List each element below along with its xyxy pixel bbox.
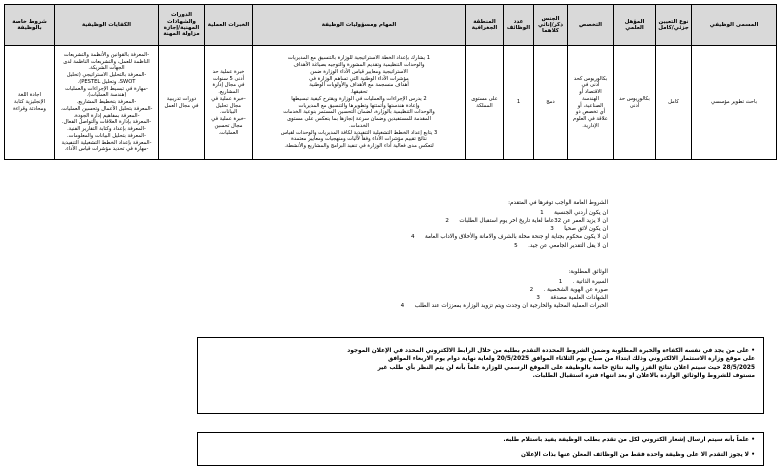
cell-line: لتعكس مدى فعالية أداء الوزارة في تنفيذ البرامج والمشاريع والأنشطة. — [284, 143, 434, 149]
note-receipt: •علماً بأنه سيتم ارسال إشعار الكتروني لكل من تقدم بطلب الوظيفة يفيد باستلام طلبه. — [503, 437, 755, 443]
cell-special-conditions — [5, 46, 55, 160]
cell-line: مجال تحليل — [215, 102, 242, 109]
cell-line: -مهارة في تحديد مؤشرات قياس الأداء. — [64, 146, 149, 153]
cell-line: 2 يدرس الإجراءات والعمليات في الوزارة ويقترح كيفية تبسيطها — [291, 95, 427, 102]
list-item-number: 4 — [410, 234, 415, 241]
cell-line: الخدمات. — [349, 122, 369, 129]
header-experience: الخبرات العملية — [205, 5, 253, 46]
list-item-text: صورة عن الهوية الشخصية . — [543, 287, 608, 294]
cell-gender: دمج — [534, 46, 568, 160]
cell-line: تحقيقها. — [350, 89, 368, 95]
cell-line: نتائج تقييم مؤشرات الأداء وفقاً لآليات ومنهجيات ومعايير معتمدة — [291, 136, 427, 143]
cell-line: خبرة عملية حد — [212, 68, 245, 75]
list-item-number: 5 — [514, 242, 518, 249]
cell-line: اجادة اللغة — [18, 92, 41, 99]
header-competencies: الكفايات الوظيفية — [55, 5, 159, 46]
cell-line: -المعرفة بمفاهيم إدارة الجودة. — [73, 112, 140, 119]
cell-line: -المعرفة بتحليل الأعمال وتحسين العمليات. — [60, 105, 153, 112]
general-conditions-section — [188, 199, 608, 250]
list-item-text: ان يكون لائق صحيا — [564, 226, 608, 233]
list-item-number: 2 — [529, 287, 534, 294]
cell-line: -خبرة عملية في — [211, 116, 246, 122]
bullet-icon: • — [751, 348, 755, 354]
list-item — [188, 242, 608, 250]
list-item-text: ان لا يكون محكوم بجناية او جنحة مخلة بالشرف والامانة والأخلاق والاداب العامة — [424, 234, 608, 241]
cell-count: 1 — [504, 46, 534, 160]
cell-line: 1 يشارك بإعداد الخطة الاستراتيجية للوزارة بالتنسيق مع المديريات — [287, 55, 431, 62]
cell-experience — [205, 46, 253, 160]
cell-line: -المعرفة بالقوانين والأنظمة والتشريعات — [63, 51, 150, 58]
cell-line: ومحادثة وقراءة — [13, 105, 46, 112]
cell-duties — [253, 46, 466, 160]
list-item — [188, 233, 608, 241]
cell-line: -مهارة في تبسيط الإجراءات والعمليات — [65, 85, 148, 92]
cell-line: الجهات الشريكة. — [88, 65, 125, 72]
table-header-row — [5, 5, 777, 46]
cell-line: أدنى 5 سنوات — [212, 75, 245, 82]
cell-line: دورات تدريبية — [166, 95, 197, 102]
list-item — [188, 209, 608, 217]
cell-line: المملكة — [476, 102, 493, 109]
cell-line: الإنجليزية كتابة — [13, 99, 46, 106]
cell-job-title: باحث تطوير مؤسسي — [692, 46, 777, 160]
cell-courses — [159, 46, 205, 160]
cell-appointment-type: كامل — [656, 46, 692, 160]
cell-line: بكالوريوس كحد أدنى في — [573, 75, 608, 89]
cell-line: -المعرفة بإدارة العلاقات والتواصل الفعال. — [61, 119, 152, 126]
list-item-number: 4 — [400, 303, 405, 310]
cell-line: المشاريع. — [218, 89, 239, 95]
cell-line: علاقة في العلوم — [573, 116, 608, 122]
bullet-icon: • — [751, 437, 755, 443]
cell-line: العمليات. — [218, 129, 239, 136]
cell-line: على مستوى — [471, 95, 498, 102]
documents-title: الوثائق المطلوبة: — [568, 269, 608, 275]
general-conditions-list — [188, 209, 608, 250]
cell-line: SWOT، وتحليل PESTEL). — [77, 78, 136, 85]
list-item — [188, 286, 608, 294]
list-item-number: 3 — [550, 226, 554, 233]
job-table-wrapper — [4, 4, 776, 160]
cell-line: الإدارية. — [582, 122, 599, 129]
list-item-number: 2 — [445, 218, 449, 225]
cell-line: أهداف منسجمة مع الأهداف والأولويات الوطنية — [309, 82, 409, 89]
notes-box — [197, 432, 764, 466]
header-special-conditions: شروط خاصة بالوظيفة — [5, 5, 55, 46]
note-single-job: •لا يجوز التقدم الا على وظيفة واحدة فقط من الوظائف المعلن عنها بذات الإعلان — [520, 452, 755, 459]
header-appointment-type: نوع التعيين جزئي/كامل — [656, 5, 692, 46]
list-item — [188, 294, 608, 302]
list-item — [188, 278, 608, 286]
header-gender: الجنس ذكر/إناثي كلاهما — [534, 5, 568, 46]
header-specialization: التخصص — [568, 5, 614, 46]
cell-line: وإعادة هندستها وأتمتتها وتطويرها والتنسيق مع المديريات — [298, 102, 420, 109]
cell-line: البيانات. — [219, 109, 238, 116]
list-item-number: 1 — [540, 210, 544, 217]
cell-line: الاقتصاد أو — [579, 89, 602, 95]
cell-line: 3 يتابع إعداد الخطط التشغيلية التنفيذية لكافة المديريات والوحدات لقياس — [280, 129, 438, 136]
list-item-text: الخبرات العملية المحلية والخارجية ان وجدت ويتم تزويد الوزارة بمعززات عند الطلب — [414, 303, 608, 310]
list-item-text: ان لا يقل التقدير الجامعي عن جيد. — [528, 242, 608, 249]
cell-line: في مجال إدارة — [212, 82, 245, 89]
list-item — [188, 302, 608, 310]
documents-section — [188, 268, 608, 311]
cell-specialization — [568, 46, 614, 160]
cell-line: -المعرفة بتخطيط المشاريع. — [76, 99, 137, 106]
header-qualification: المؤهل العلمي — [614, 5, 656, 46]
header-job-title: المسمى الوظيفي — [692, 5, 777, 46]
header-duties: المهام ومسؤوليات الوظيفة — [253, 5, 466, 46]
header-region: المنطقة الجغرافية — [466, 5, 504, 46]
cell-line: في مجال العمل — [164, 102, 199, 109]
cell-line: الهندسة — [582, 95, 599, 102]
cell-competencies — [55, 46, 159, 160]
list-item-number: 1 — [558, 279, 563, 286]
table-row — [5, 46, 777, 160]
list-item-text: ان يكون أردني الجنسية — [554, 210, 608, 217]
cell-line: والوحدات التنظيمية وتقديم المشورة والتوجيه بصياغة الأهداف — [293, 62, 425, 68]
list-item — [188, 225, 608, 233]
application-notice-box — [197, 337, 764, 414]
cell-line: -المعرفة بتحليل البيانات والمعلومات. — [67, 132, 146, 139]
cell-line: (هندسة العمليات). — [86, 92, 127, 99]
documents-list — [188, 278, 608, 310]
cell-line: -المعرفة بإعداد الخطط التشغيلية التنفيذية — [61, 139, 152, 146]
general-conditions-title: الشروط العامة الواجب توفرها في المتقدم: — [508, 200, 608, 206]
cell-qualification: بكالوريوس حد أدنى — [614, 46, 656, 160]
header-count: عدد الوظائف — [504, 5, 534, 46]
header-courses: الدورات والشهادات المهنية/إجازة مزاولة المهنة — [159, 5, 205, 46]
cell-line: أي تخصص ذو — [575, 109, 606, 116]
cell-line: -خبرة عملية في — [211, 95, 246, 102]
cell-line: الاستراتيجية ومعايير قياس الأداء الوزارة ضمن — [310, 68, 408, 75]
cell-line: مجال تحسين — [214, 122, 243, 129]
list-item-text: الشهادات العلمية مصدقة — [550, 295, 608, 302]
bullet-icon: • — [751, 452, 755, 459]
list-item-number: 3 — [536, 295, 540, 302]
list-item-text: السيرة الذاتية . — [572, 279, 608, 286]
cell-line: مؤشرات الأداء الوطنية التي تساهم الوزارة في — [309, 75, 409, 82]
cell-line: الصناعية، أو — [577, 102, 604, 109]
cell-line: -المعرفة بإعداد وكتابة التقارير الفنية. — [67, 126, 146, 133]
cell-line: الناظمة للعمل، والتشريعات الناظمة لدى — [63, 58, 150, 65]
cell-line: والوحدات التنظيمية بالوزارة، لضمان التحسين المستمر بنوعية الخدمات — [283, 109, 435, 116]
list-item-text: ان لا يزيد العمر عن 32عاما لغاية تاريخ اخر يوم استقبال الطلبات — [459, 218, 608, 225]
cell-line: -المعرفة بالتحليل الاستراتيجي (تحليل — [66, 72, 147, 79]
cell-line: المقدمة للمستفيدين وضمان سرعة إنجازها بما ينعكس على مستوى — [287, 116, 431, 122]
cell-region — [466, 46, 504, 160]
list-item — [188, 217, 608, 225]
job-table — [4, 4, 777, 160]
application-notice-text: •على من يجد في نفسه الكفاءة والخبرة المطلوبة وضمن الشروط المحددة التقدم بطلبه من خلال الرابط الالكتروني المحدد في الإعلان الموجود على موقع وزارة الاستثمار الالكتروني وذلك ابتداءً من صباح يوم الثلاثاء الموافق 20/5/2025 ولغاية نهاية دوام يوم الاربعاء الموافق 28/5/2025 حيث سيتم اعلان نتائج الفرز والية نتائج خاصة بالوظيفة على الموقع الرسمي للوزارة علماً بأنه لن يتم النظر بأي طلب غير مستوف للشروط والوثائق الواردة بالاعلان او بعد انتهاء فترة استقبال الطلبات. — [347, 348, 755, 380]
